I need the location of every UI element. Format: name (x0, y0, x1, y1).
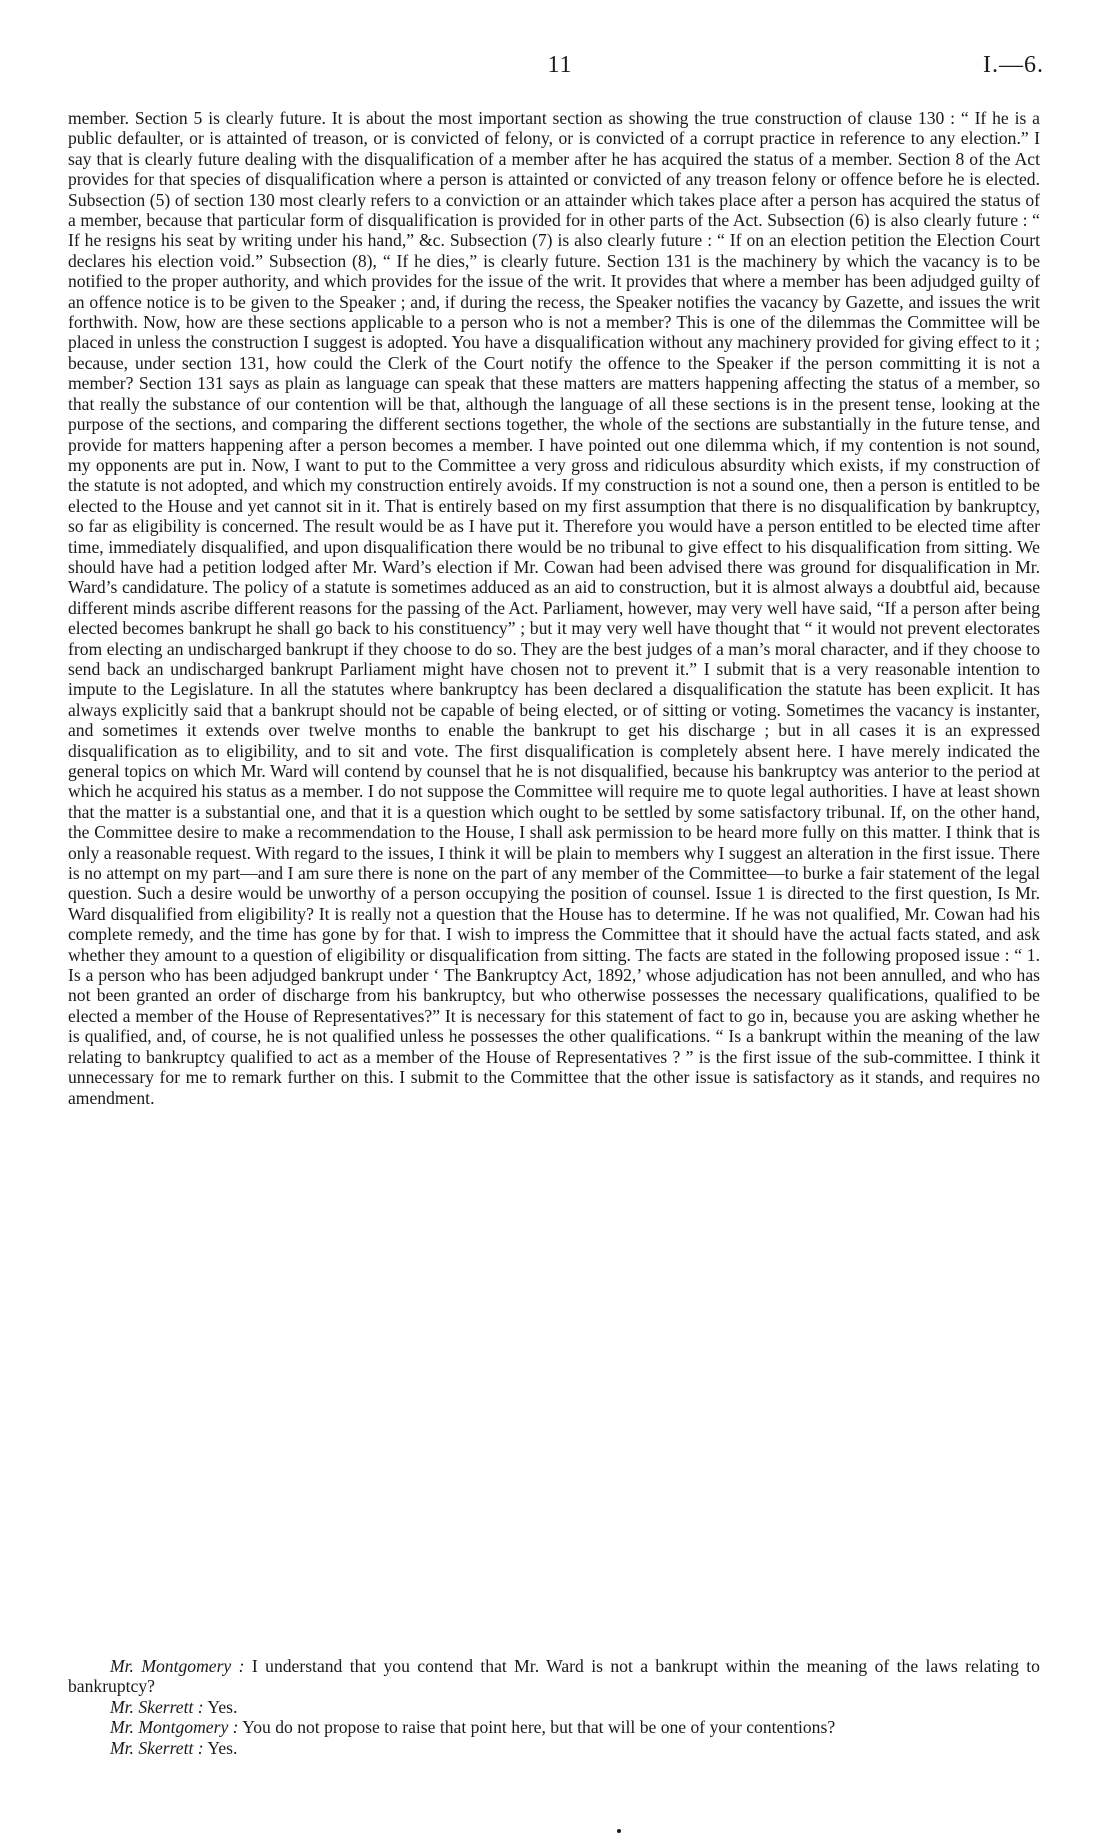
dialogue-line (68, 1717, 1040, 1737)
body-text (68, 108, 1040, 1108)
dialogue-text: You do not propose to raise that point here, but that will be one of your contentions? (238, 1717, 836, 1738)
dialogue-line (68, 1697, 1040, 1717)
dialogue-text: Yes. (203, 1737, 238, 1758)
page-number: 11 (547, 52, 573, 78)
dialogue-exchange (68, 1656, 1040, 1758)
dialogue-line (68, 1738, 1040, 1758)
dialogue-line (68, 1656, 1040, 1697)
page-mark (617, 1829, 621, 1833)
speaker-name: Mr. Montgomery : (110, 1717, 239, 1738)
speaker-name: Mr. Skerrett : (110, 1737, 204, 1758)
speaker-name: Mr. Montgomery : (110, 1656, 245, 1676)
speaker-name: Mr. Skerrett : (110, 1696, 204, 1717)
document-reference: I.—6. (983, 52, 1044, 78)
main-paragraph: member. Section 5 is clearly future. It is about the most important section as showing the true construction of clause 130 : “ If he is a public defaulter, or is attainted of treason, or is convicted of felony, or is convicted of a corrupt practice in reference to any election.” I say that is clearly future dealing with the disqualification of a member after he has acquired the status of a member. Section 8 of the Act provides for that species of disqualification where a person is attainted or convicted of any treason felony or offence before he is elected. Subsection (5) of section 130 most clearly refers to a conviction or an attainder which takes place after a person has acquired the status of a member, because that particular form of disqualification is provided for in other parts of the Act. Subsection (6) is also clearly future : “ If he resigns his seat by writing under his hand,” &c. Subsection (7) is also clearly future : “ If on an election petition the Election Court declares his election void.” Subsection (8), “ If he dies,” is clearly future. Section 131 is the machinery by which the vacancy is to be notified to the proper authority, and which provides for the issue of the writ. It provides that where a member has been adjudged guilty of an offence notice is to be given to the Speaker ; and, if during the recess, the Speaker notifies the vacancy by Gazette, and issues the writ forthwith. Now, how are these sections applicable to a person who is not a member? This is one of the dilemmas the Committee will be placed in unless the construction I suggest is adopted. You have a disqualification without any machinery provided for giving effect to it ; because, under section 131, how could the Clerk of the Court notify the offence to the Speaker if the person committing it is not a member? Section 131 says as plain as language can speak that these matters are matters happening affecting the status of a member, so that really the substance of our contention will be that, although the language of all these sections is in the present tense, looking at the purpose of the sections, and comparing the different sections together, the whole of the sections are substantially in the future tense, and provide for matters happening after a person becomes a member. I have pointed out one dilemma which, if my contention is not sound, my opponents are put in. Now, I want to put to the Committee a very gross and ridiculous absurdity which exists, if my construction of the statute is not adopted, and which my construction entirely avoids. If my construction is not a sound one, then a person is entitled to be elected to the House and yet cannot sit in it. That is entirely based on my first assumption that there is no disqualification by bankruptcy, so far as eligibility is concerned. The result would be as I have put it. Therefore you would have a person entitled to be elected time after time, immediately disqualified, and upon disqualification there would be no tribunal to give effect to his disqualification from sitting. We should have had a petition lodged after Mr. Ward’s election if Mr. Cowan had been advised there was ground for disqualification in Mr. Ward’s candidature. The policy of a statute is sometimes adduced as an aid to construction, but it is almost always a doubtful aid, because different minds ascribe different reasons for the passing of the Act. Parliament, however, may very well have said, “If a person after being elected becomes bankrupt he shall go back to his constituency” ; but it may very well have thought that “ it would not prevent electorates from electing an undischarged bankrupt if they choose to do so. They are the best judges of a man’s moral character, and if they choose to send back an undischarged bankrupt Parliament might have chosen not to prevent it.” I submit that is a very reasonable intention to impute to the Legislature. In all the statutes where bankruptcy has been declared a disqualification the statute has been explicit. It has always explicitly said that a bankrupt should not be capable of being elected, or of sitting or voting. Sometimes the vacancy is instanter, and sometimes it extends over twelve months to enable the bankrupt to get his discharge ; but in all cases it is an expressed disqualification as to eligibility, and to sit and vote. The first disqualification is completely absent here. I have merely indicated the general topics on which Mr. Ward will contend by counsel that he is not disqualified, because his bankruptcy was anterior to the period at which he acquired his status as a member. I do not suppose the Committee will require me to quote legal authorities. I have at least shown that the matter is a substantial one, and that it is a question which ought to be settled by some satisfactory tribunal. If, on the other hand, the Committee desire to make a recommendation to the House, I shall ask permission to be heard more fully on this matter. I think that is only a reasonable request. With regard to the issues, I think it will be plain to members why I suggest an alteration in the first issue. There is no attempt on my part—and I am sure there is none on the part of any member of the Committee—to burke a fair statement of the legal question. Such a desire would be unworthy of a person occupying the position of counsel. Issue 1 is directed to the first question, Is Mr. Ward disqualified from eligibility? It is really not a question that the House has to determine. If he was not qualified, Mr. Cowan had his complete remedy, and the time has gone by for that. I wish to impress the Committee that it should have the actual facts stated, and ask whether they amount to a question of eligibility or disqualification from sitting. The facts are stated in the following proposed issue : “ 1. Is a person who has been adjudged bankrupt under ‘ The Bankruptcy Act, 1892,’ whose adjudication has not been annulled, and who has not been granted an order of discharge from his bankruptcy, but who otherwise possesses the necessary qualifications, qualified to be elected a member of the House of Representatives?” It is necessary for this statement of fact to go in, because you are asking whether he is qualified, and, of course, he is not qualified unless he possesses the other qualifications. “ Is a bankrupt within the meaning of the law relating to bankruptcy qualified to act as a member of the House of Representatives ? ” is the first issue of the sub-committee. I think it unnecessary for me to remark further on this. I submit to the Committee that the other issue is satisfactory as it stands, and requires no amendment. (68, 108, 1040, 1108)
dialogue-text: Yes. (203, 1696, 238, 1717)
dialogue-text: I understand that you contend that Mr. Ward is not a bankrupt within the meaning of the laws relating to bankruptcy? (68, 1656, 1040, 1697)
